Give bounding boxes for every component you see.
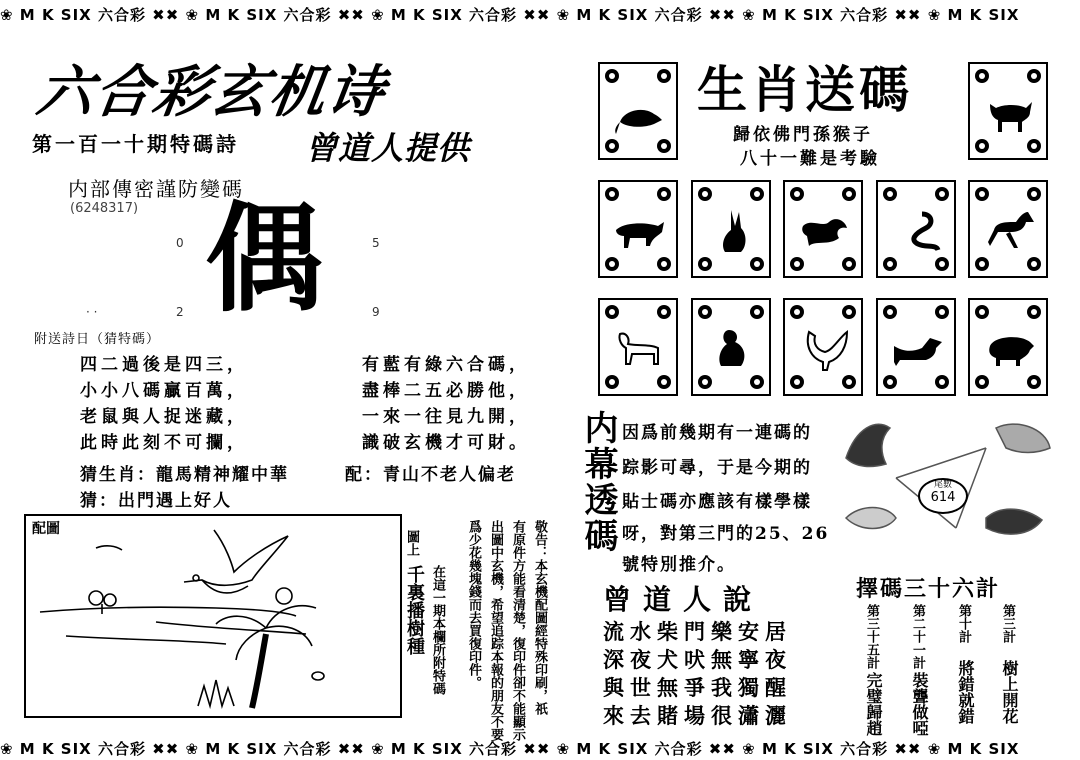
zodiac-card-rat bbox=[598, 62, 678, 160]
picture-illustration-icon bbox=[26, 516, 400, 716]
guess-zodiac: 猜生肖：龍馬精神耀中華 bbox=[80, 465, 289, 485]
inner-title: 内幕透碼 bbox=[578, 410, 618, 554]
saying-line: 與世無爭我獨醒 bbox=[603, 675, 792, 700]
dragon-icon bbox=[799, 206, 851, 256]
snake-icon bbox=[892, 206, 944, 256]
tail-label: 尾數 bbox=[933, 480, 952, 490]
poem-line: 識破玄機才可財。 bbox=[362, 433, 530, 453]
plan-head: 第二十一計 bbox=[910, 604, 925, 669]
tail-value: 614 bbox=[930, 490, 956, 505]
inner-line: 踪影可尋，于是今期的 bbox=[622, 458, 812, 478]
code-label: (6248317) bbox=[70, 201, 139, 216]
left-title: 六合彩玄机诗 bbox=[32, 60, 390, 125]
notice-column: 在這一期本欄所附特碼 bbox=[430, 565, 445, 695]
digit-bottom-right: 9 bbox=[372, 305, 380, 319]
plan-body: 將錯就錯 bbox=[956, 660, 975, 724]
zodiac-card-goat bbox=[598, 298, 678, 396]
picture-label: 配圖 bbox=[32, 521, 60, 537]
notice-column: 爲少花幾塊錢而去買復印件。 bbox=[466, 520, 481, 689]
inner-line: 呀，對第三門的25、26 bbox=[622, 524, 830, 544]
saying-line: 深夜犬吠無寧夜 bbox=[603, 647, 792, 672]
extra-line: 附送詩日（猜特碼） bbox=[34, 332, 161, 347]
zodiac-card-dog bbox=[876, 298, 956, 396]
tail-number-badge bbox=[918, 478, 968, 514]
plan-body: 裝聾做啞 bbox=[910, 672, 929, 736]
plan-title: 擇碼三十六計 bbox=[856, 577, 1001, 602]
zodiac-card-pig bbox=[968, 298, 1048, 396]
poem-line: 小小八碼贏百萬， bbox=[80, 381, 248, 401]
poem-line: 此時此刻不可攔， bbox=[80, 433, 248, 453]
plan-head: 第十計 bbox=[956, 604, 971, 643]
bottom-banner: ❀ M K SIX 六合彩 ✖✖ ❀ M K SIX 六合彩 ✖✖ ❀ M K SIX 六合彩 ✖✖ ❀ M K SIX 六合彩 ✖✖ ❀ M K SIX 六合彩 ✖✖ ❀ M K SIX bbox=[0, 740, 1020, 758]
motto-line-1: 歸依佛門孫猴子 bbox=[733, 125, 873, 145]
notice-column: 有原件方能看清楚，復印件卻不能顯示 bbox=[510, 520, 525, 741]
plan-body: 樹上開花 bbox=[1000, 660, 1019, 724]
plan-head: 第三十五計 bbox=[864, 604, 879, 669]
big-character: 偶 bbox=[205, 190, 324, 328]
plan-head: 第三計 bbox=[1000, 604, 1015, 643]
poem-right bbox=[362, 352, 530, 456]
horse-icon bbox=[984, 206, 1036, 256]
picture-caption-main: 千裏播樹種 bbox=[404, 565, 425, 655]
inner-line: 因爲前幾期有一連碼的 bbox=[622, 423, 812, 443]
saying-line: 來去賭場很瀟灑 bbox=[603, 703, 792, 728]
digit-top-right: 5 bbox=[372, 236, 380, 250]
rooster-icon bbox=[799, 324, 851, 374]
digit-bottom-left: 2 bbox=[176, 305, 184, 319]
zodiac-card-dragon bbox=[783, 180, 863, 278]
saying-line: 流水柴門樂安居 bbox=[603, 619, 792, 644]
poem-line: 一來一往見九開， bbox=[362, 407, 530, 427]
digit-top-left: 0 bbox=[176, 236, 184, 250]
guess-answer: 猜：出門遇上好人 bbox=[80, 491, 232, 511]
dots-mark: · · bbox=[86, 305, 98, 319]
zodiac-card-rabbit bbox=[691, 180, 771, 278]
poem-line: 四二過後是四三， bbox=[80, 355, 248, 375]
inner-line: 貼士碼亦應該有樣學樣 bbox=[622, 492, 812, 512]
tiger-icon bbox=[614, 206, 666, 256]
plan-body: 完璧歸趙 bbox=[864, 672, 883, 736]
zodiac-card-rooster bbox=[783, 298, 863, 396]
notice-column: 出圖中玄機，希望追踪本報的朋友不要 bbox=[488, 520, 503, 741]
motto-line-2: 八十一難是考驗 bbox=[740, 149, 880, 169]
saying-title: 曾道人說 bbox=[603, 583, 764, 616]
rabbit-icon bbox=[707, 206, 759, 256]
zodiac-card-horse bbox=[968, 180, 1048, 278]
dog-icon bbox=[892, 324, 944, 374]
poem-line: 有藍有綠六合碼， bbox=[362, 355, 530, 375]
zodiac-card-ox bbox=[968, 62, 1048, 160]
poem-left bbox=[80, 352, 248, 456]
zodiac-card-monkey bbox=[691, 298, 771, 396]
provider-label: 曾道人提供 bbox=[305, 129, 471, 167]
right-title: 生肖送碼 bbox=[697, 61, 913, 119]
top-banner: ❀ M K SIX 六合彩 ✖✖ ❀ M K SIX 六合彩 ✖✖ ❀ M K SIX 六合彩 ✖✖ ❀ M K SIX 六合彩 ✖✖ ❀ M K SIX 六合彩 ✖✖ ❀ M K SIX bbox=[0, 6, 1020, 24]
goat-icon bbox=[614, 324, 666, 374]
notice-column: 敬告：本玄機配圖經特殊印刷，祇 bbox=[532, 520, 547, 715]
rat-icon bbox=[614, 88, 666, 138]
ox-icon bbox=[984, 88, 1036, 138]
zodiac-card-tiger bbox=[598, 180, 678, 278]
zodiac-card-snake bbox=[876, 180, 956, 278]
poem-line: 老鼠與人捉迷藏， bbox=[80, 407, 248, 427]
picture-box bbox=[24, 514, 402, 718]
guess-match: 配：青山不老人偏老 bbox=[345, 465, 516, 485]
pig-icon bbox=[984, 324, 1036, 374]
poem-line: 盡棒二五必勝他， bbox=[362, 381, 530, 401]
inner-line: 號特別推介。 bbox=[622, 555, 736, 575]
monkey-icon bbox=[707, 324, 759, 374]
warning-label: 内部傳密謹防變碼 bbox=[68, 177, 244, 201]
picture-caption-top: 圖上 bbox=[404, 530, 419, 556]
issue-label: 第一百一十期特碼詩 bbox=[32, 132, 239, 156]
